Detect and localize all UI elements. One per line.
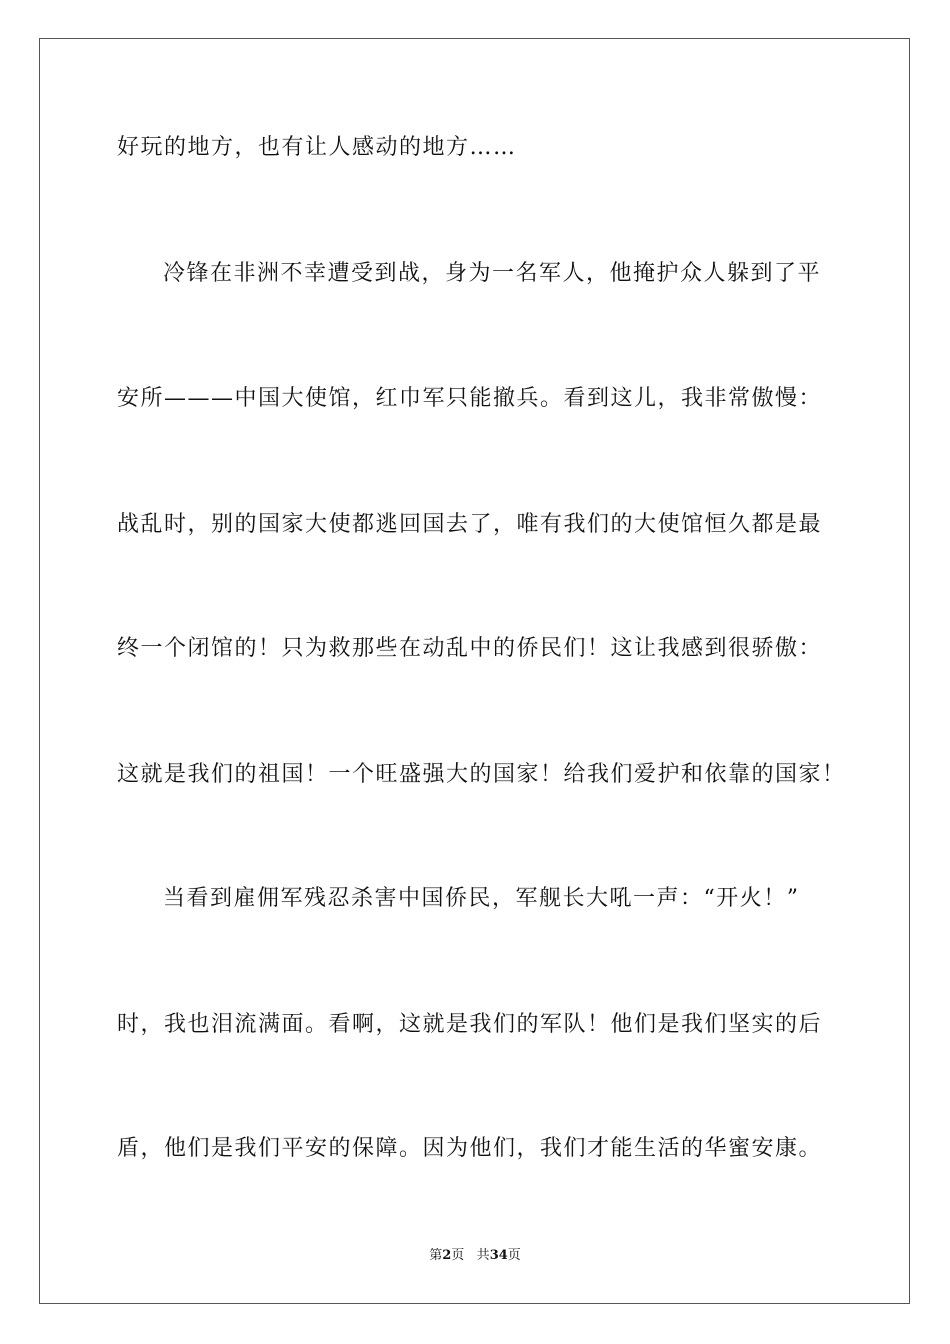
total-pages: 34: [489, 1248, 508, 1263]
body-text-line: 好玩的地方，也有让人感动的地方……: [117, 135, 517, 160]
body-text-line: 时，我也泪流满面。看啊，这就是我们的军队！他们是我们坚实的后: [117, 1012, 823, 1037]
page-prefix: 第: [429, 1248, 443, 1263]
page-footer: [0, 1247, 950, 1265]
page-number: 2: [442, 1248, 452, 1263]
total-suffix: 页: [507, 1248, 521, 1263]
total-prefix: 共: [476, 1248, 490, 1263]
body-text-line: 终一个闭馆的！只为救那些在动乱中的侨民们！这让我感到很骄傲：: [117, 636, 823, 661]
page-border: [39, 38, 910, 1304]
page-suffix: 页: [451, 1248, 465, 1263]
body-text-line: 当看到雇佣军残忍杀害中国侨民，军舰长大吼一声：“开火！”: [163, 886, 800, 911]
body-text-line: 安所———中国大使馆，红巾军只能撤兵。看到这儿，我非常傲慢：: [117, 386, 823, 411]
body-text-line: 这就是我们的祖国！一个旺盛强大的国家！给我们爱护和依靠的国家！: [117, 762, 846, 787]
body-text-line: 战乱时，别的国家大使都逃回国去了，唯有我们的大使馆恒久都是最: [117, 512, 823, 537]
body-text-line: 盾，他们是我们平安的保障。因为他们，我们才能生活的华蜜安康。: [117, 1136, 823, 1161]
body-text-line: 冷锋在非洲不幸遭受到战，身为一名军人，他掩护众人躲到了平: [163, 261, 822, 286]
